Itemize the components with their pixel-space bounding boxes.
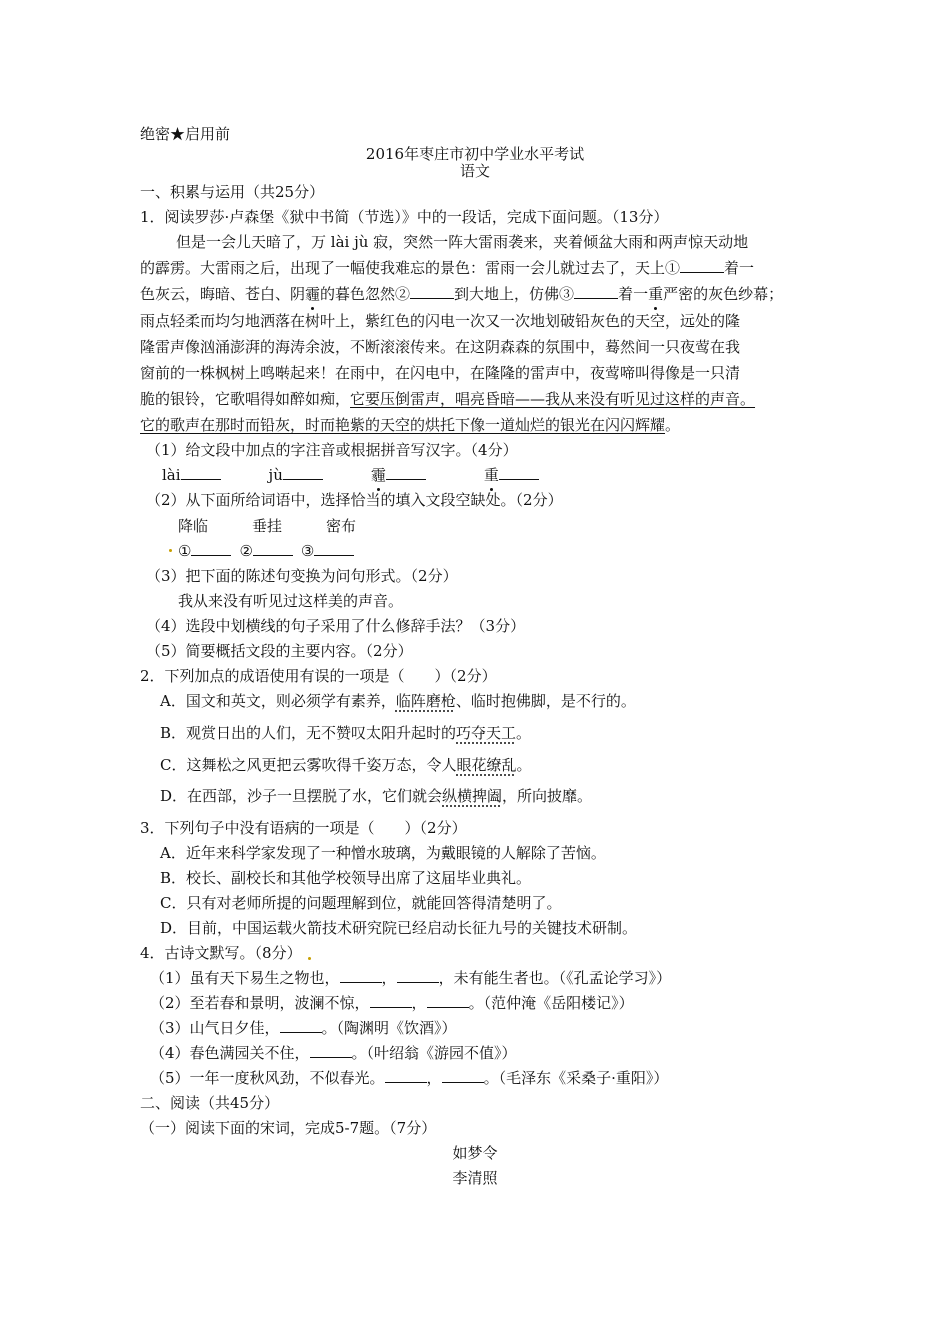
- q1-sub4: （4）选段中划横线的句子采用了什么修辞手法？（3分）: [146, 617, 526, 635]
- q4-item-5: （5）一年一度秋风劲，不似春光。 ， 。（毛泽东《采桑子·重阳》）: [150, 1069, 669, 1087]
- idiom-d: 纵横捭阖: [442, 787, 503, 805]
- section2-sub1: （一）阅读下面的宋词，完成5-7题。（7分）: [140, 1119, 437, 1137]
- q2-option-b: B．观赏日出的人们，无不赞叹太阳升起时的巧夺天工。: [160, 724, 532, 742]
- q1-stem: 1．阅读罗莎·卢森堡《狱中书简（节选）》中的一段话，完成下面问题。（13分）: [140, 208, 669, 226]
- idiom-a: 临阵磨枪: [395, 692, 456, 710]
- dotted-char-chong: 重: [648, 285, 664, 303]
- q1-sub3-sentence: 我从来没有听见过这样美的声音。: [178, 592, 404, 610]
- poem-title: 如梦令: [452, 1144, 498, 1162]
- q1-sub1: （1）给文段中加点的字注音或根据拼音写汉字。（4分）: [146, 441, 518, 459]
- blank-lai: [181, 465, 221, 480]
- underlined-sentence-2: 它的歌声在那时而铅灰，时而艳紫的天空的烘托下像一道灿烂的银光在闪闪辉耀: [140, 416, 666, 434]
- q4-stem: 4．古诗文默写。（8分）: [140, 944, 302, 962]
- q1-sub2-blanks: ① ② ③: [178, 541, 354, 561]
- dotted-char-mai: 霾: [305, 285, 321, 303]
- q3-option-d: D．目前，中国运载火箭技术研究院已经启动长征九号的关键技术研制。: [160, 919, 638, 937]
- blank-3: [574, 284, 618, 299]
- passage-line-4: 雨点轻柔而均匀地洒落在树叶上，紫红色的闪电一次又一次地划破铅灰色的天空，远处的隆: [140, 312, 741, 330]
- q4-item-1: （1）虽有天下易生之物也， ， ，未有能生者也。（《孔孟论学习》）: [150, 969, 672, 987]
- passage-line-2: 的霹雳。大雷雨之后，出现了一幅使我难忘的景色：雷雨一会儿就过去了，天上① 着一: [140, 259, 755, 277]
- q4-item-4: （4）春色满园关不住， 。（叶绍翁《游园不值》）: [150, 1044, 517, 1062]
- passage-line-1: 但是一会儿天暗了，万 lài jù 寂，突然一阵大雷雨袭来，夹着倾盆大雨和两声惊天动地: [176, 233, 749, 251]
- q3-option-c: C．只有对老师所提的问题理解到位，就能回答得清楚明了。: [160, 894, 562, 912]
- subject-title: 语文: [459, 162, 490, 180]
- q3-stem: 3．下列句子中没有语病的一项是（ ）（2分）: [140, 819, 467, 837]
- q4-item-3: （3）山气日夕佳， 。（陶渊明《饮酒》）: [150, 1019, 457, 1037]
- passage-line-7: 脆的银铃，它歌唱得如醉如痴，它要压倒雷声，唱亮昏暗——我从来没有听见过这样的声音。: [140, 390, 756, 408]
- q2-stem: 2．下列加点的成语使用有误的一项是（ ）（2分）: [140, 667, 497, 685]
- section1-heading: 一、积累与运用（共25分）: [140, 183, 325, 201]
- underlined-sentence-1: 它要压倒雷声，唱亮昏暗——我从来没有听见过这样的声音。: [350, 390, 756, 408]
- poem-author: 李清照: [452, 1169, 498, 1187]
- q1-sub2: （2）从下面所给词语中，选择恰当的填入文段空缺处。（2分）: [146, 491, 563, 509]
- q3-option-b: B．校长、副校长和其他学校领导出席了这届毕业典礼。: [160, 869, 532, 887]
- passage-line-8: 它的歌声在那时而铅灰，时而艳紫的天空的烘托下像一道灿烂的银光在闪闪辉耀。: [140, 416, 681, 434]
- stray-mark-2: [308, 957, 311, 960]
- section2-heading: 二、阅读（共45分）: [140, 1094, 280, 1112]
- q4-item-2: （2）至若春和景明，波澜不惊， ， 。（范仲淹《岳阳楼记》）: [150, 994, 634, 1012]
- passage-line-6: 窗前的一株枫树上鸣啭起来！在雨中，在闪电中，在隆隆的雷声中，夜莺啼叫得像是一只清: [140, 364, 741, 382]
- q2-option-d: D．在西部，沙子一旦摆脱了水，它们就会纵横捭阖，所向披靡。: [160, 787, 593, 805]
- q1-sub2-words: 降临 垂挂 密布: [178, 517, 357, 535]
- blank-mai: [386, 465, 426, 480]
- blank-2: [410, 284, 454, 299]
- blank-chong: [499, 465, 539, 480]
- idiom-c: 眼花缭乱: [456, 756, 517, 774]
- q1-sub3: （3）把下面的陈述句变换为问句形式。（2分）: [146, 567, 458, 585]
- blank-1: [680, 258, 724, 273]
- q2-option-c: C．这舞松之风更把云雾吹得千姿万态，令人眼花缭乱。: [160, 756, 532, 774]
- q1-sub5: （5）简要概括文段的主要内容。（2分）: [146, 642, 413, 660]
- blank-ju: [283, 465, 323, 480]
- q1-sub1-answers: lài jù 霾 重: [162, 465, 539, 485]
- q2-option-a: A．国文和英文，则必须学有素养，临阵磨枪、临时抱佛脚，是不行的。: [160, 692, 636, 710]
- confidential-label: 绝密★启用前: [140, 125, 231, 143]
- idiom-b: 巧夺天工: [456, 724, 517, 742]
- passage-line-3: 色灰云，晦暗、苍白、阴霾的暮色忽然② 到大地上，仿佛③ 着一重严密的灰色纱幕；: [140, 285, 784, 303]
- passage-line-5: 隆雷声像汹涌澎湃的海涛余波，不断滚滚传来。在这阴森森的氛围中，蓦然间一只夜莺在我: [140, 338, 741, 356]
- q3-option-a: A．近年来科学家发现了一种憎水玻璃，为戴眼镜的人解除了苦恼。: [160, 844, 606, 862]
- stray-mark-1: [169, 549, 172, 552]
- exam-title: 2016年枣庄市初中学业水平考试: [365, 145, 585, 163]
